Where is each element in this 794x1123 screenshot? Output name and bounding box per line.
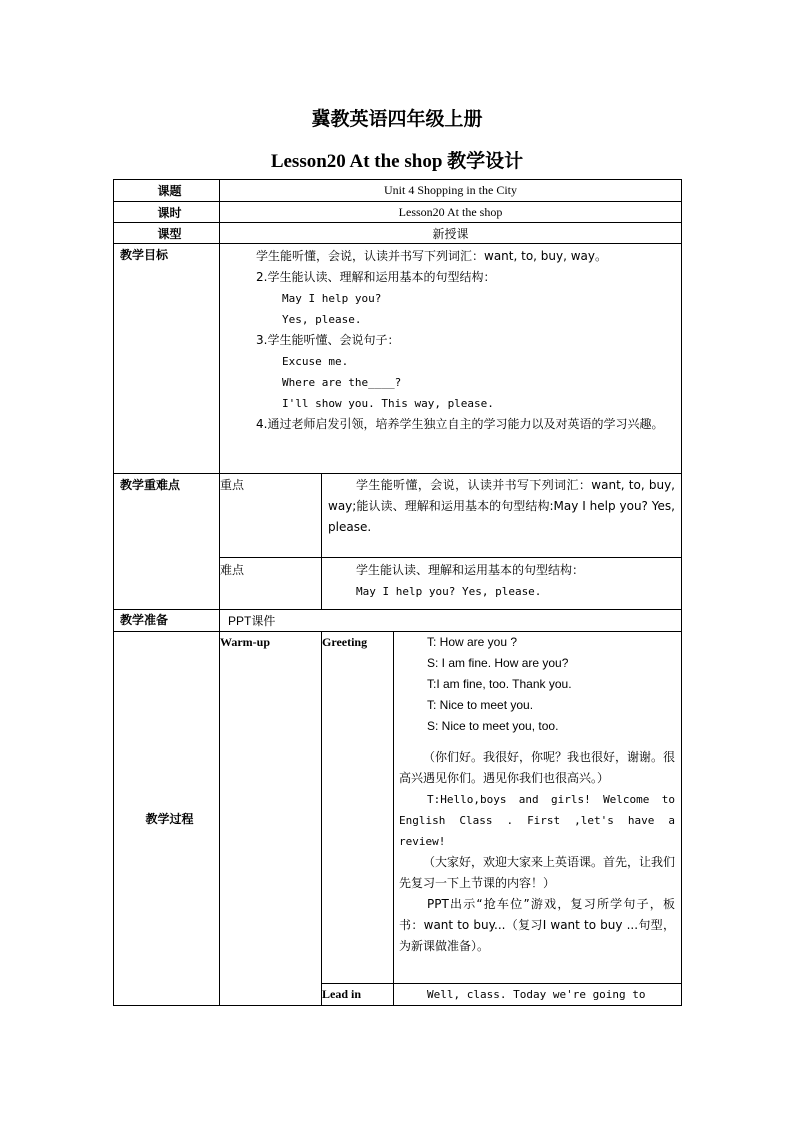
period-value: Lesson20 At the shop (220, 202, 682, 223)
key-point-label: 重点 (220, 474, 322, 558)
process-stage: Warm-up (220, 632, 322, 1006)
key-point-content (322, 474, 682, 558)
objective-line: May I help you? (282, 292, 382, 305)
greeting-dialog-line: T: Nice to meet you. (427, 698, 534, 712)
greeting-dialog-line: T:I am fine, too. Thank you. (427, 677, 572, 691)
greeting-dialog-line: S: I am fine. How are you? (427, 656, 569, 670)
type-row (114, 223, 682, 244)
keypoint-row (114, 474, 682, 558)
difficulty-line: May I help you? Yes, please. (356, 585, 542, 598)
topic-value: Unit 4 Shopping in the City (220, 180, 682, 202)
topic-label: 课题 (114, 180, 220, 202)
objective-line: Where are the____? (282, 376, 402, 389)
process-row (114, 632, 682, 984)
greeting-dialog-line: S: Nice to meet you, too. (427, 719, 559, 733)
greeting-teacher-line: T:Hello,boys and girls! Welcome to English Class . First ,let's have a review! (399, 793, 675, 848)
keypoints-label: 教学重难点 (114, 474, 220, 610)
difficulty-line: 学生能认读、理解和运用基本的句型结构： (356, 563, 585, 577)
difficulty-label: 难点 (220, 558, 322, 610)
greeting-translation: （你们好。我很好，你呢？我也很好，谢谢。很高兴遇见你们。遇见你我们也很高兴。） (399, 750, 676, 785)
objective-line: 4.通过老师启发引领，培养学生独立自主的学习能力以及对英语的学习兴趣。 (256, 417, 664, 431)
greeting-ppt-note: PPT出示“抢车位”游戏，复习所学句子，板书：want to buy...（复习I want to buy ...句型，为新课做准备）。 (399, 897, 675, 953)
prep-value: PPT课件 (220, 610, 682, 632)
greeting-translation-2: （大家好，欢迎大家来上英语课。首先，让我们先复习一下上节课的内容！） (399, 855, 676, 890)
greeting-content (394, 632, 682, 984)
lead-in-text: Well, class. Today we're going to (427, 988, 646, 1001)
objective-line: 3.学生能听懂、会说句子： (256, 333, 400, 347)
process-label: 教学过程 (114, 632, 220, 1006)
greeting-label: Greeting (322, 632, 394, 984)
document-title: 冀教英语四年级上册 (311, 108, 483, 130)
objectives-row (114, 244, 682, 474)
key-point-text: 学生能听懂，会说，认读并书写下列词汇：want, to, buy, way;能认读、理解和运用基本的句型结构:May I help you? Yes, please. (328, 478, 675, 534)
lead-in-content (394, 984, 682, 1006)
period-row (114, 202, 682, 223)
period-label: 课时 (114, 202, 220, 223)
objective-line: Yes, please. (282, 313, 362, 326)
objective-line: I'll show you. This way, please. (282, 397, 494, 410)
type-label: 课型 (114, 223, 220, 244)
objective-line: 学生能听懂，会说，认读并书写下列词汇：want, to, buy, way。 (256, 249, 608, 263)
topic-row (114, 180, 682, 202)
objectives-content (220, 244, 682, 474)
type-value: 新授课 (220, 223, 682, 244)
difficulty-content (322, 558, 682, 610)
objective-line: 2.学生能认读、理解和运用基本的句型结构： (256, 270, 496, 284)
greeting-dialog-line: T: How are you ? (427, 635, 518, 649)
objective-line: Excuse me. (282, 355, 349, 368)
lesson-plan-table (113, 179, 682, 1006)
document-subtitle: Lesson20 At the shop 教学设计 (270, 151, 524, 172)
prep-label: 教学准备 (114, 610, 220, 632)
objectives-label: 教学目标 (114, 244, 220, 474)
lead-in-label: Lead in (322, 984, 394, 1006)
prep-row (114, 610, 682, 632)
